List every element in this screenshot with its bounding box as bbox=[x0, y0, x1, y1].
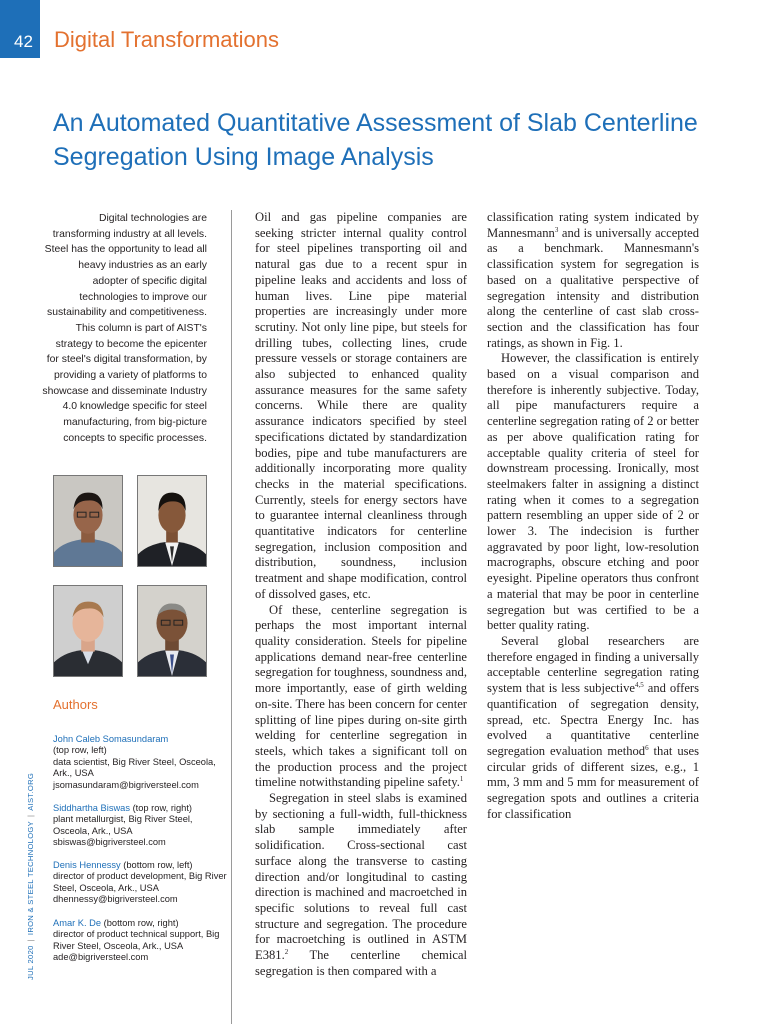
author-somasundaram bbox=[53, 734, 228, 791]
author-details: data scientist, Big River Steel, Osceola, Ark., USA bbox=[53, 756, 216, 779]
issue-date: JUL 2020 bbox=[26, 945, 35, 980]
author-position: (top row, left) bbox=[53, 745, 107, 756]
paragraph: However, the classification is entirely based on a visual comparison and therefore is inherently subjective. Today, all pipe manufacturers require a centerline segregation rating of 2 or better as per above qualification rating for acceptable quality criteria of steel for downstream processing. Ironically, most steelmakers falter in assigning a distinct rating when it comes to a segregation pattern resembling an upper side of 2 or lower 3. The indecision is further aggravated by poor light, low-resolution macrographs, obscure etching and poor eyesight. Pipeline operators thus confront a material that may be poor in centerline segregation but was certified to be a better quality rating. bbox=[487, 351, 699, 633]
author-biswas bbox=[53, 803, 228, 849]
author-photo-biswas bbox=[137, 475, 207, 567]
author-email: dhennessy@bigriversteel.com bbox=[53, 894, 178, 905]
author-photo-somasundaram bbox=[53, 475, 123, 567]
page-number: 42 bbox=[0, 0, 40, 58]
body-column-2 bbox=[487, 210, 699, 822]
author-hennessy bbox=[53, 860, 228, 906]
author-details: director of product technical support, Big River Steel, Osceola, Ark., USA bbox=[53, 929, 220, 951]
section-title: Digital Transformations bbox=[54, 27, 279, 52]
website-link[interactable]: AIST.ORG bbox=[26, 772, 35, 811]
column-divider bbox=[231, 210, 232, 1024]
author-details: director of product development, Big River Steel, Osceola, Ark., USA bbox=[53, 871, 227, 893]
author-email: sbiswas@bigriversteel.com bbox=[53, 837, 166, 848]
author-name: Denis Hennessy bbox=[53, 860, 121, 870]
author-position: (bottom row, right) bbox=[101, 918, 179, 928]
author-details: plant metallurgist, Big River Steel, Osceola, Ark., USA bbox=[53, 814, 193, 836]
paragraph: Oil and gas pipeline companies are seeking stricter internal quality control for steel pipelines transporting oil and natural gas due to a recent spur in pipeline leaks and accidents and loss of human lives. Line pipe material properties are increasingly under more scrutiny. Not only line pipe, but steels for drilling tubes, collecting lines, crude pressure vessels or storage containers are also subjected to enhanced quality assurance measures for the same safety concerns. While there are quality assurance indicators specified by steel specifications dictated by standardization bodies, pipe and tube manufacturers are additionally incorporating more quality checks in the material specifications. Currently, steels for energy sectors have to guarantee internal cleanliness through quantitative indicators for centerline segregation, inclusion composition and distribution, soundness, inclusion treatment and shape modification, control of dissolved gases, etc. bbox=[255, 210, 467, 601]
publication-sidebar: JUL 2020|IRON & STEEL TECHNOLOGY|AIST.ORG bbox=[26, 772, 35, 980]
column-intro: Digital technologies are transforming industry at all levels. Steel has the opportunity to lead all heavy industries as an early adopter of specific digital technologies to improve our sustainability and competitiveness. This column is part of AIST's strategy to become the epicenter for steel's digital transformation, by providing a variety of platforms to showcase and disseminate Industry 4.0 knowledge specific for steel manufacturing, from big-picture concepts to specific processes. bbox=[42, 213, 207, 444]
author-name: John Caleb Somasundaram bbox=[53, 734, 169, 744]
paragraph: Segregation in steel slabs is examined by sectioning a full-width, full-thickness slab sample immediately after solidification. Cross-sectional cast surface along the transverse to casting direction and/or longitudinal to casting direction is machined and macroetched in specific solutions to reveal full cast structure and segregation. The procedure for macroetching is outlined in ASTM E381.$^2$ The centerline chemical segregation is then compared with a bbox=[255, 791, 467, 978]
body-column-1 bbox=[255, 210, 467, 979]
author-name: Amar K. De bbox=[53, 918, 102, 928]
paragraph: Of these, centerline segregation is perhaps the most important internal quality consideration. Steels for pipeline applications demand near-free centerline segregation for toughness, soundness and, more importantly, ease of girth welding on-site. There has been concern for center splitting of line pipes during on-site girth welding for centerline segregation in steels, which takes a significant toll on the production process and the project timeline notwithstanding pipeline safety.$^1$ bbox=[255, 602, 467, 790]
author-position: (top row, right) bbox=[130, 803, 193, 813]
author-de bbox=[53, 918, 228, 964]
paragraph: Several global researchers are therefore engaged in finding a universally acceptable centerline segregation rating system that is less subjective$^{4,5}$ and offers quantification of segregation density, spread, etc. Spectra Energy Inc. has evolved a quantitative centerline segregation evaluation method$^6$ that uses circular grids of different sizes, e.g., 1 mm, 3 mm and 5 mm for measurement of segregation spots and outlines a criteria for classification bbox=[487, 633, 700, 821]
author-email: jsomasundaram@bigriversteel.com bbox=[53, 779, 199, 790]
author-email: ade@bigriversteel.com bbox=[53, 952, 149, 963]
publication-name: IRON & STEEL TECHNOLOGY bbox=[26, 821, 35, 936]
paragraph: classification rating system indicated by Mannesmann$^3$ and is universally accepted as a benchmark. Mannesmann's classification system for segregation is based on a qualitative perspective of segregation intensity and distribution along the centerline of cast slab cross-section and the classification has four ratings, as shown in Fig. 1. bbox=[487, 210, 699, 350]
author-name: Siddhartha Biswas bbox=[53, 803, 130, 813]
author-photo-hennessy bbox=[53, 585, 123, 677]
author-position: (bottom row, left) bbox=[120, 860, 193, 870]
article-title: An Automated Quantitative Assessment of Slab Centerline Segregation Using Image Analysis bbox=[53, 109, 698, 171]
author-photo-de bbox=[137, 585, 207, 677]
authors-heading: Authors bbox=[53, 697, 98, 712]
